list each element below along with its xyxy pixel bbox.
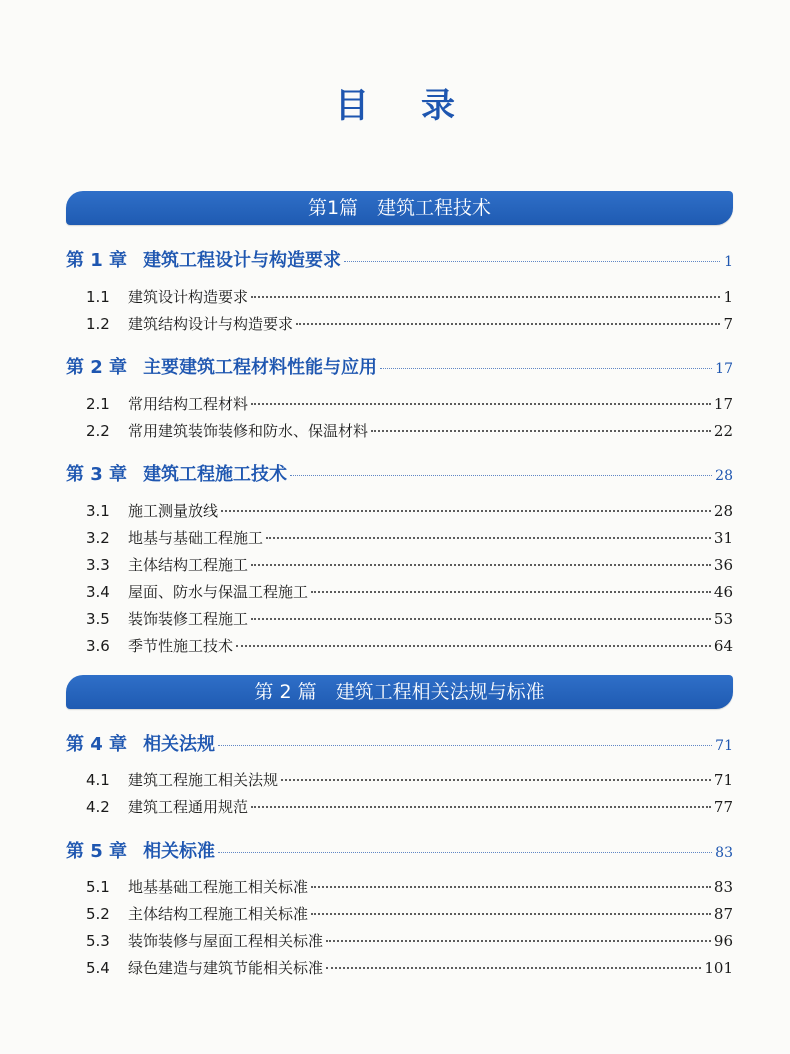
page-number: 17 [715,361,733,377]
section-label: 施工测量放线 [128,502,219,520]
page-number: 64 [713,637,733,655]
dot-leader [290,475,712,476]
section-label: 常用建筑装饰装修和防水、保温材料 [128,422,369,440]
dot-leader [344,261,720,262]
chapter-number: 第 3 章 [66,464,128,485]
section-number: 4.1 [86,771,110,789]
chapter-label: 建筑工程施工技术 [143,464,288,485]
chapter-number: 第 2 章 [66,357,128,378]
section-number: 3.1 [86,502,110,520]
dot-leader [266,537,711,539]
page-number: 96 [713,932,733,950]
dot-leader [326,967,701,969]
section-label: 地基与基础工程施工 [128,529,264,547]
dot-leader [221,510,711,512]
part-banner-2: 第 2 篇 建筑工程相关法规与标准 [66,675,733,709]
toc-section-3-6[interactable] [86,635,733,659]
section-label: 装饰装修与屋面工程相关标准 [128,932,324,950]
page-number: 28 [715,468,733,484]
dot-leader [380,368,712,369]
section-number: 1.2 [86,315,110,333]
toc-section-2-2[interactable] [86,420,733,444]
dot-leader [311,913,711,915]
page-number: 31 [713,529,733,547]
section-label: 建筑工程通用规范 [128,798,249,816]
toc-section-5-1[interactable] [86,876,733,900]
dot-leader [311,591,711,593]
dot-leader [218,745,712,746]
page-number: 46 [713,583,733,601]
toc-section-5-4[interactable] [86,957,733,981]
page-title: 目录 [335,86,507,126]
section-label: 建筑工程施工相关法规 [128,771,279,789]
section-label: 常用结构工程材料 [128,395,249,413]
dot-leader [251,564,711,566]
toc-chapter-5[interactable] [66,837,733,865]
section-number: 3.2 [86,529,110,547]
toc-section-1-2[interactable] [86,313,733,337]
chapter-number: 第 4 章 [66,734,128,755]
toc-section-5-3[interactable] [86,930,733,954]
toc-section-2-1[interactable] [86,393,733,417]
section-number: 5.1 [86,878,110,896]
dot-leader [296,323,720,325]
dot-leader [251,618,711,620]
toc-section-3-3[interactable] [86,554,733,578]
toc-section-5-2[interactable] [86,903,733,927]
toc-section-3-4[interactable] [86,581,733,605]
section-number: 4.2 [86,798,110,816]
section-number: 5.2 [86,905,110,923]
page-number: 36 [713,556,733,574]
dot-leader [251,403,711,405]
section-label: 主体结构工程施工相关标准 [128,905,309,923]
toc-section-3-1[interactable] [86,500,733,524]
dot-leader [326,940,711,942]
section-number: 2.2 [86,422,110,440]
page-number: 71 [713,771,733,789]
page-number: 1 [724,254,733,270]
page-number: 87 [713,905,733,923]
toc-section-4-2[interactable] [86,796,733,820]
chapter-label: 建筑工程设计与构造要求 [143,250,342,271]
section-number: 2.1 [86,395,110,413]
dot-leader [236,645,711,647]
dot-leader [251,296,720,298]
section-label: 装饰装修工程施工 [128,610,249,628]
dot-leader [311,886,711,888]
dot-leader [281,779,711,781]
toc-section-1-1[interactable] [86,286,733,310]
section-number: 3.5 [86,610,110,628]
section-number: 3.6 [86,637,110,655]
page-number: 17 [713,395,733,413]
toc-section-3-2[interactable] [86,527,733,551]
section-number: 5.4 [86,959,110,977]
dot-leader [371,430,711,432]
chapter-label: 相关法规 [143,734,216,755]
page-number: 83 [713,878,733,896]
toc-chapter-4[interactable] [66,730,733,758]
section-label: 屋面、防水与保温工程施工 [128,583,309,601]
part-banner-1: 第1篇 建筑工程技术 [66,191,733,225]
chapter-label: 主要建筑工程材料性能与应用 [143,357,378,378]
section-number: 3.3 [86,556,110,574]
page-number: 28 [713,502,733,520]
page-number: 1 [723,288,733,306]
page-number: 77 [713,798,733,816]
chapter-number: 第 1 章 [66,250,128,271]
section-label: 建筑设计构造要求 [128,288,249,306]
chapter-number: 第 5 章 [66,841,128,862]
section-label: 地基基础工程施工相关标准 [128,878,309,896]
toc-chapter-2[interactable] [66,353,733,381]
page-number: 7 [723,315,733,333]
section-number: 3.4 [86,583,110,601]
page-number: 83 [715,845,733,861]
section-label: 主体结构工程施工 [128,556,249,574]
toc-section-4-1[interactable] [86,769,733,793]
toc-chapter-3[interactable] [66,460,733,488]
chapter-label: 相关标准 [143,841,216,862]
section-number: 1.1 [86,288,110,306]
section-number: 5.3 [86,932,110,950]
page-number: 71 [715,738,733,754]
section-label: 季节性施工技术 [128,637,234,655]
section-label: 绿色建造与建筑节能相关标准 [128,959,324,977]
toc-section-3-5[interactable] [86,608,733,632]
dot-leader [251,806,711,808]
page-number: 101 [704,959,733,977]
toc-chapter-1[interactable] [66,246,733,274]
page-number: 53 [713,610,733,628]
page-number: 22 [713,422,733,440]
section-label: 建筑结构设计与构造要求 [128,315,294,333]
dot-leader [218,852,712,853]
